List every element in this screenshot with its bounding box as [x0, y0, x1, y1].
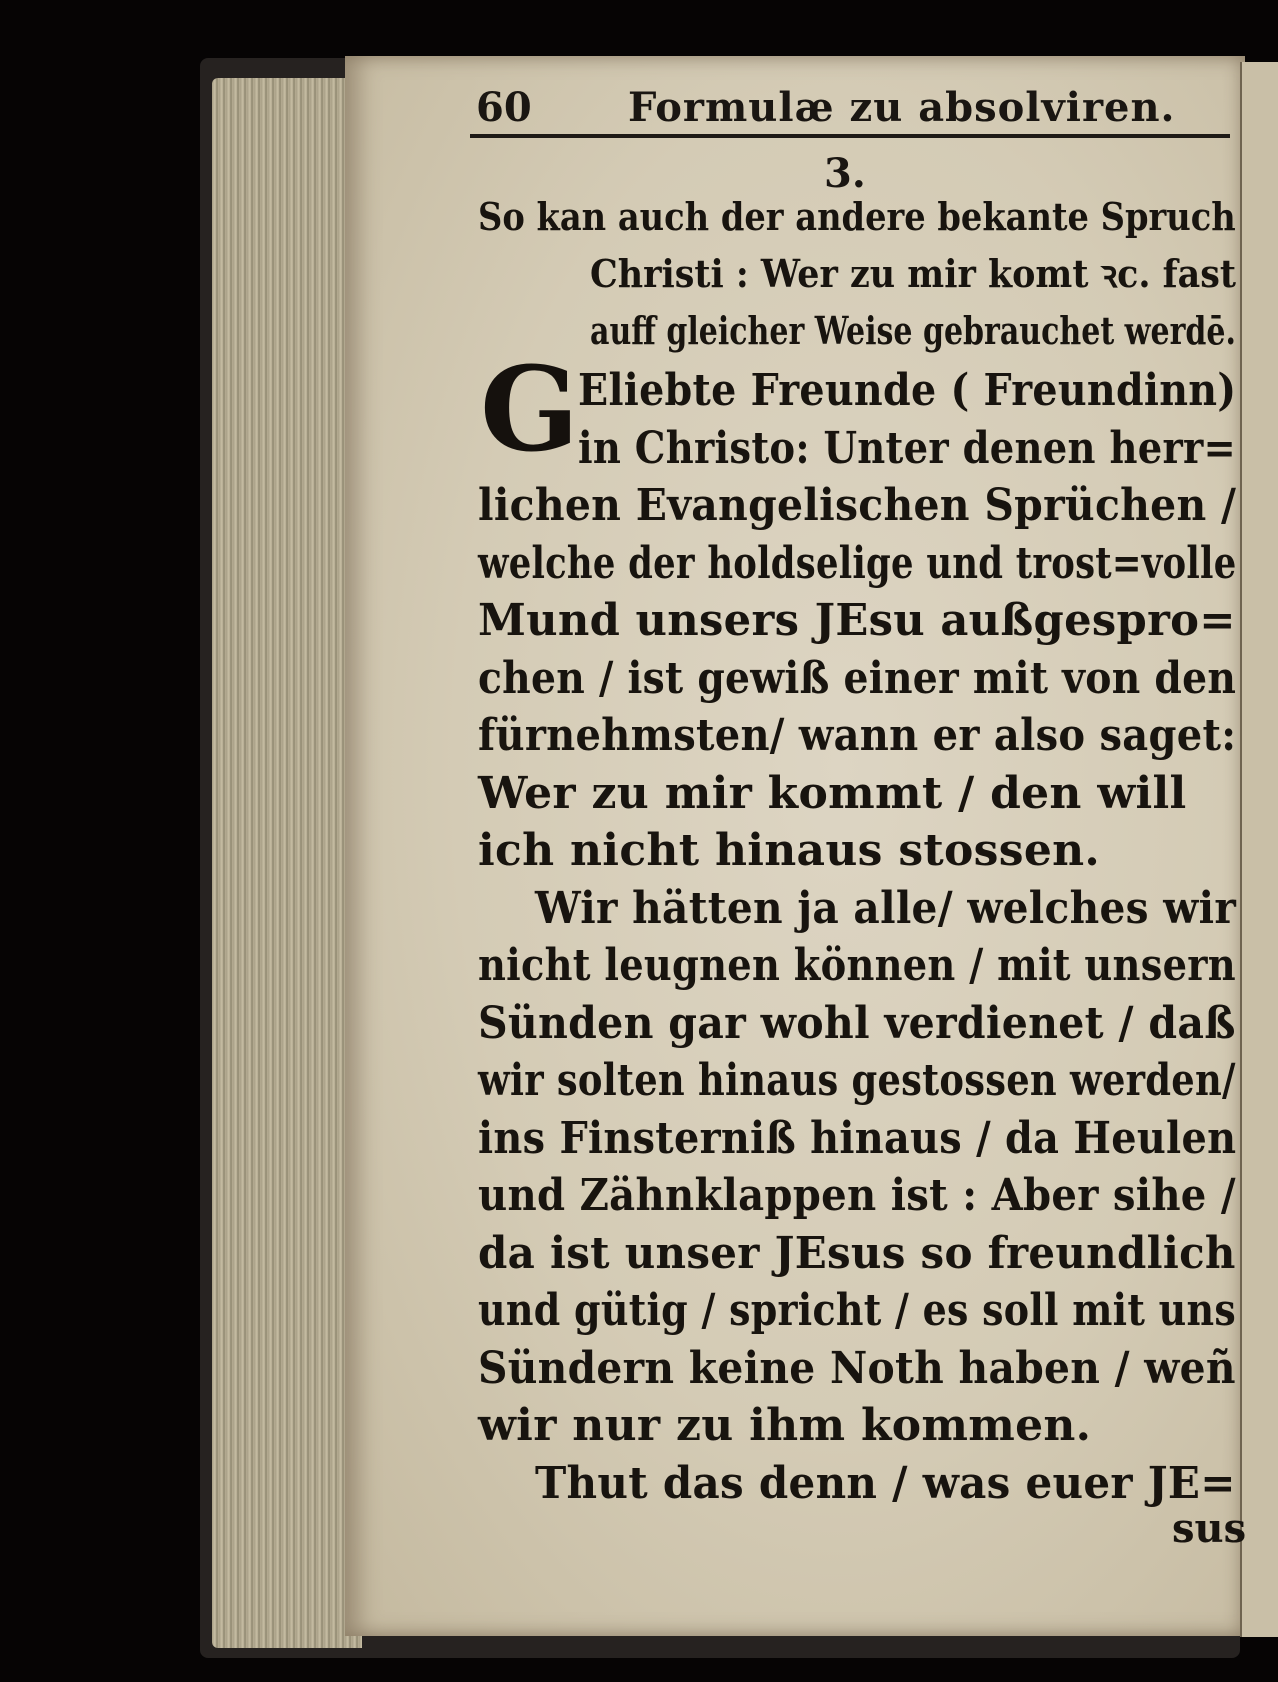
body-line: in Christo: Unter denen herr=	[578, 423, 1237, 474]
body-line: Wer zu mir kommt / den will	[478, 768, 1187, 819]
body-line: lichen Evangelischen Sprüchen /	[478, 480, 1237, 531]
intro-line: auff gleicher Weise gebrauchet werdē.	[590, 308, 1236, 353]
body-line: Wir hätten ja alle/ welches wir	[535, 883, 1237, 934]
drop-cap: G	[480, 342, 580, 478]
body-line: Sündern keine Noth haben / weñ	[478, 1343, 1236, 1394]
body-line: da ist unser JEsus so freundlich	[478, 1228, 1236, 1279]
facing-page-edge	[1240, 62, 1278, 1637]
body-line: und gütig / spricht / es soll mit uns	[478, 1285, 1236, 1336]
body-line: Eliebte Freunde ( Freundinn)	[578, 365, 1237, 416]
body-line: Sünden gar wohl verdienet / daß	[478, 998, 1236, 1049]
body-line: ins Finsterniß hinaus / da Heulen	[478, 1113, 1237, 1164]
body-line: fürnehmsten/ wann er also saget:	[478, 710, 1237, 761]
page-number: 60	[476, 84, 532, 131]
body-line: ich nicht hinaus stossen.	[478, 825, 1101, 876]
intro-line: Christi : Wer zu mir komt ꝛc. fast	[590, 251, 1237, 296]
body-line: wir nur zu ihm kommen.	[478, 1400, 1092, 1451]
body-line: wir solten hinaus gestossen werden/	[478, 1055, 1236, 1106]
body-line: chen / ist gewiß einer mit von den	[478, 653, 1237, 704]
intro-line: So kan auch der andere bekante Spruch	[478, 194, 1236, 239]
section-number: 3.	[824, 150, 866, 197]
body-line: Thut das denn / was euer JE=	[535, 1458, 1236, 1509]
catchword: sus	[1172, 1505, 1247, 1552]
running-title: Formulæ zu absolviren.	[628, 84, 1176, 131]
body-line: und Zähnklappen ist : Aber sihe /	[478, 1170, 1236, 1221]
body-line: welche der holdselige und trost=volle	[478, 538, 1237, 589]
page-stack-edge	[212, 78, 362, 1648]
body-line: nicht leugnen können / mit unsern	[478, 940, 1236, 991]
body-line: Mund unsers JEsu außgespro=	[478, 595, 1236, 646]
page-header	[470, 78, 1230, 138]
